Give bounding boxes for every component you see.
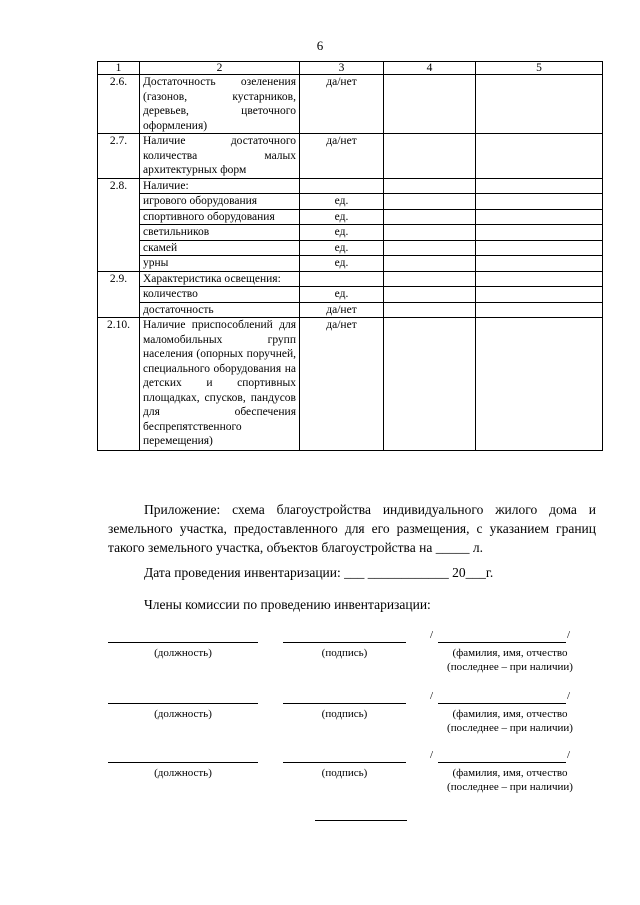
table-row (98, 134, 603, 179)
value-cell (384, 271, 476, 287)
appendix-text: Приложение: схема благоустройства индивидуального жилого дома и земельного участка, предоставленного для его размещения, с указанием границ такого земельного участка, объектов благоустройства на _____ л. (108, 502, 596, 555)
header-cell: 1 (98, 62, 140, 75)
row-name: достаточность (140, 302, 300, 318)
position-caption: (должность) (154, 708, 212, 720)
row-unit: ед. (300, 256, 384, 272)
row-unit: ед. (300, 209, 384, 225)
position-caption: (должность) (154, 767, 212, 779)
fio-caption-note: (последнее – при наличии) (447, 722, 573, 734)
slash-left: / (430, 749, 434, 761)
table-row (98, 75, 603, 134)
signature-line (283, 703, 406, 704)
fio-caption-note: (последнее – при наличии) (447, 781, 573, 793)
row-unit: да/нет (300, 302, 384, 318)
value-cell (384, 194, 476, 210)
table-row (98, 287, 603, 303)
value-cell (384, 209, 476, 225)
table-row (98, 318, 603, 451)
end-divider (315, 820, 407, 821)
row-number: 2.9. (98, 271, 140, 318)
note-cell (476, 318, 603, 451)
header-cell: 2 (140, 62, 300, 75)
fio-line (438, 703, 566, 704)
inventory-table (97, 61, 603, 451)
row-unit: ед. (300, 287, 384, 303)
note-cell (476, 75, 603, 134)
row-name: скамей (140, 240, 300, 256)
table-row (98, 225, 603, 241)
slash-left: / (430, 629, 434, 641)
position-line (108, 762, 258, 763)
note-cell (476, 240, 603, 256)
slash-left: / (430, 690, 434, 702)
slash-right: / (567, 690, 571, 702)
note-cell (476, 302, 603, 318)
signature-caption: (подпись) (321, 647, 368, 659)
row-name: спортивного оборудования (140, 209, 300, 225)
position-caption: (должность) (154, 647, 212, 659)
note-cell (476, 178, 603, 194)
table-row (98, 194, 603, 210)
slash-right: / (567, 749, 571, 761)
signature-line (283, 762, 406, 763)
row-unit: да/нет (300, 75, 384, 134)
row-number: 2.10. (98, 318, 140, 451)
row-name: Характеристика освещения: (140, 271, 300, 287)
row-unit: да/нет (300, 134, 384, 179)
signature-caption: (подпись) (321, 767, 368, 779)
signature-caption: (подпись) (321, 708, 368, 720)
table-row (98, 302, 603, 318)
row-name: светильников (140, 225, 300, 241)
row-name: игрового оборудования (140, 194, 300, 210)
value-cell (384, 134, 476, 179)
value-cell (384, 256, 476, 272)
row-number: 2.7. (98, 134, 140, 179)
note-cell (476, 134, 603, 179)
table-row (98, 240, 603, 256)
table-row (98, 209, 603, 225)
signature-line (283, 642, 406, 643)
value-cell (384, 302, 476, 318)
position-line (108, 703, 258, 704)
table-row (98, 271, 603, 287)
header-cell: 3 (300, 62, 384, 75)
commission-members-title: Члены комиссии по проведению инвентаризации: (144, 597, 431, 612)
note-cell (476, 225, 603, 241)
value-cell (384, 318, 476, 451)
table-row (98, 178, 603, 194)
note-cell (476, 194, 603, 210)
row-name: количество (140, 287, 300, 303)
value-cell (384, 75, 476, 134)
value-cell (384, 225, 476, 241)
fio-caption: (фамилия, имя, отчество (452, 708, 568, 720)
value-cell (384, 178, 476, 194)
note-cell (476, 256, 603, 272)
note-cell (476, 287, 603, 303)
position-line (108, 642, 258, 643)
row-name: Наличие: (140, 178, 300, 194)
row-unit: ед. (300, 240, 384, 256)
row-name: Достаточность озеленения (газонов, кустарников, деревьев, цветочного оформления) (140, 75, 300, 134)
header-cell: 5 (476, 62, 603, 75)
fio-caption: (фамилия, имя, отчество (452, 647, 568, 659)
note-cell (476, 271, 603, 287)
row-unit: ед. (300, 194, 384, 210)
row-name: Наличие приспособлений для маломобильных групп населения (опорных поручней, специального оборудования на детских и спортивных площадках, спусков, пандусов для обеспечения беспрепятственного перемещения) (140, 318, 300, 451)
row-unit (300, 271, 384, 287)
table-row (98, 256, 603, 272)
row-unit: ед. (300, 225, 384, 241)
fio-caption: (фамилия, имя, отчество (452, 767, 568, 779)
row-unit (300, 178, 384, 194)
page-number: 6 (316, 38, 324, 53)
fio-line (438, 642, 566, 643)
row-unit: да/нет (300, 318, 384, 451)
slash-right: / (567, 629, 571, 641)
fio-line (438, 762, 566, 763)
inspection-date: Дата проведения инвентаризации: ___ ____________ 20___г. (144, 565, 494, 580)
table-header-row (98, 62, 603, 75)
note-cell (476, 209, 603, 225)
row-name: Наличие достаточного количества малых архитектурных форм (140, 134, 300, 179)
row-number: 2.8. (98, 178, 140, 271)
row-name: урны (140, 256, 300, 272)
row-number: 2.6. (98, 75, 140, 134)
value-cell (384, 287, 476, 303)
value-cell (384, 240, 476, 256)
fio-caption-note: (последнее – при наличии) (447, 661, 573, 673)
header-cell: 4 (384, 62, 476, 75)
